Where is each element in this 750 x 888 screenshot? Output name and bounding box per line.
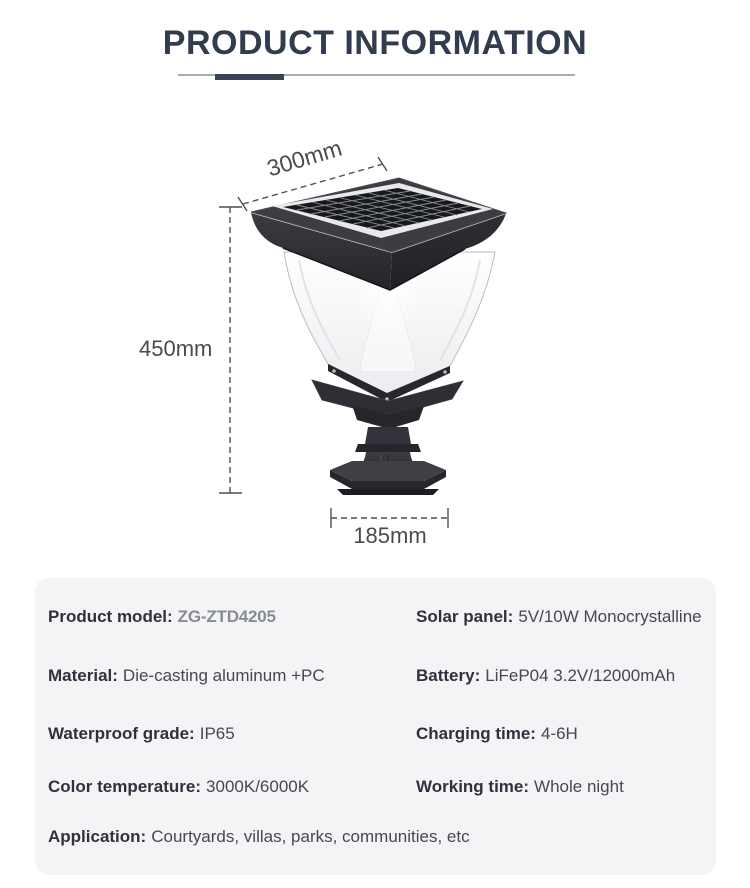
dimension-label-height: 450mm [139,336,213,361]
spec-row-5 [48,825,706,849]
spec-application: Application: Courtyards, villas, parks, communities, etc [48,827,470,846]
spec-row-4 [48,775,706,799]
spec-working-time: Working time: Whole night [416,777,624,796]
spec-color-temperature: Color temperature: 3000K/6000K [48,777,310,796]
spec-row-1 [48,605,706,629]
spec-battery: Battery: LiFeP04 3.2V/12000mAh [416,666,676,685]
spec-charging-time: Charging time: 4-6H [416,724,578,743]
dimension-label-top-width: 300mm [263,134,345,182]
spec-material: Material: Die-casting aluminum +PC [48,666,325,685]
specs-panel [35,578,716,875]
spec-solar-panel: Solar panel: 5V/10W Monocrystalline [416,607,702,626]
base-foot [330,461,446,495]
spec-product-model: Product model: ZG-ZTD4205 [48,607,276,626]
spec-waterproof-grade: Waterproof grade: IP65 [48,724,235,743]
dimension-line-height [219,207,242,493]
dimension-label-base-width: 185mm [353,523,427,548]
page-title: PRODUCT INFORMATION [162,24,588,62]
spec-row-3 [48,722,706,746]
spec-row-2 [48,664,706,688]
